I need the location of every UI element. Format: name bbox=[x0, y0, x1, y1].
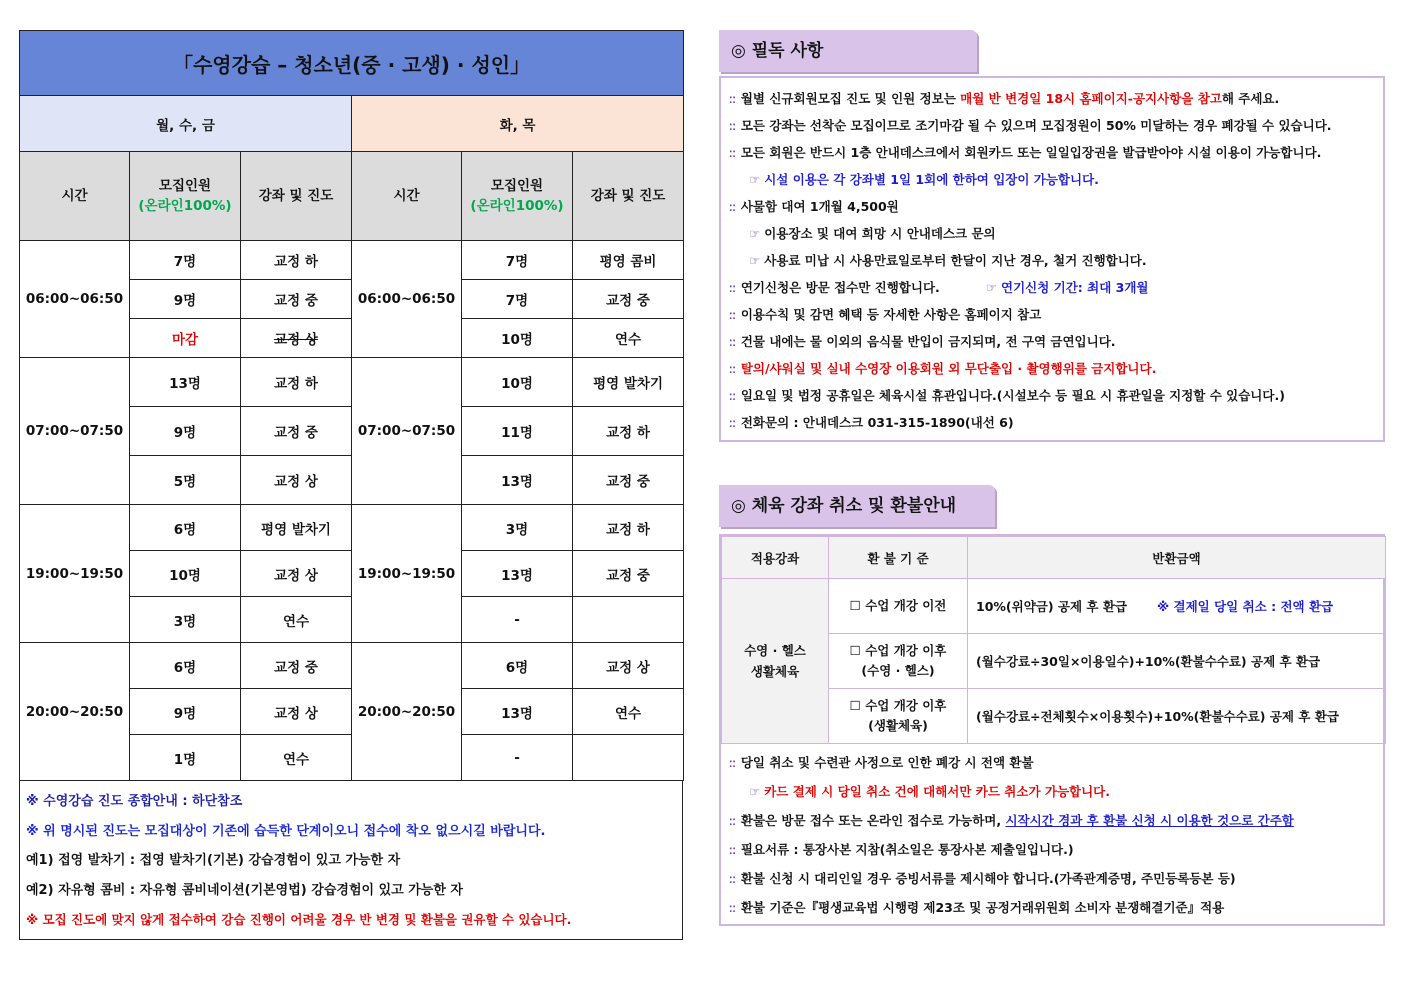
tt-count: 11명 bbox=[462, 407, 573, 456]
bullet-icon: ⁚⁚ bbox=[729, 393, 736, 403]
refund-note bbox=[729, 893, 1383, 922]
tt-course: 연수 bbox=[573, 689, 684, 735]
notice-text: 연기신청 기간: 최대 3개월 bbox=[1001, 280, 1149, 295]
notice-text: 이용수칙 및 감면 혜택 등 자세한 사항은 홈페이지 참고 bbox=[740, 307, 1042, 322]
refund-subnote bbox=[729, 777, 1383, 806]
notice-text-highlight: 매월 반 변경일 18시 홈페이지-공지사항을 참고 bbox=[960, 91, 1222, 106]
refund-note-text: 카드 결제 시 당일 취소 건에 대해서만 카드 취소가 가능합니다. bbox=[764, 784, 1111, 799]
group-tue-thu: 화, 목 bbox=[352, 96, 684, 152]
notice-text: 월별 신규회원모집 진도 및 인원 정보는 bbox=[740, 91, 961, 106]
mwf-time: 06:00~06:50 bbox=[20, 241, 130, 358]
note-line: ※ 위 명시된 진도는 모집대상이 기존에 습득한 단계이오니 접수에 착오 없으시길 바랍니다. bbox=[26, 823, 546, 839]
bullet-icon: ⁚⁚ bbox=[729, 339, 736, 349]
notice-item bbox=[729, 193, 1383, 220]
recruit-label: 모집인원 bbox=[490, 177, 544, 194]
tt-time: 07:00~07:50 bbox=[352, 358, 462, 505]
notice-item bbox=[729, 85, 1383, 112]
tt-time: 20:00~20:50 bbox=[352, 643, 462, 781]
tt-count: - bbox=[462, 735, 573, 781]
bullet-icon: ⁚⁚ bbox=[729, 876, 736, 886]
tt-course: 평영 발차기 bbox=[573, 358, 684, 407]
refund-note-text-underlined: 시작시간 경과 후 환불 신청 시 이용한 것으로 간주함 bbox=[1005, 813, 1294, 828]
mwf-course: 연수 bbox=[241, 735, 352, 781]
note-line-warning: ※ 모집 진도에 맞지 않게 접수하여 강습 진행이 어려울 경우 반 변경 및 환불을 권유할 수 있습니다. bbox=[26, 912, 572, 927]
mwf-course: 평영 발차기 bbox=[241, 505, 352, 551]
bullet-icon: ⁚⁚ bbox=[729, 366, 736, 376]
mwf-count: 5명 bbox=[130, 456, 241, 505]
mwf-count: 6명 bbox=[130, 643, 241, 689]
notice-box bbox=[719, 76, 1385, 442]
mwf-count: 6명 bbox=[130, 505, 241, 551]
notice-subitem bbox=[729, 220, 1383, 247]
note-line: 예1) 접영 발차기 : 접영 발차기(기본) 강습경험이 있고 가능한 자 bbox=[26, 853, 401, 868]
mwf-count: 13명 bbox=[130, 358, 241, 407]
notice-item bbox=[729, 139, 1383, 166]
mwf-course: 교정 하 bbox=[241, 241, 352, 280]
pointing-hand-icon: ☞ bbox=[749, 172, 761, 187]
tt-time: 06:00~06:50 bbox=[352, 241, 462, 358]
refund-note bbox=[729, 806, 1383, 835]
bullet-icon: ⁚⁚ bbox=[729, 420, 736, 430]
notice-text: 전화문의 : 안내데스크 031-315-1890(내선 6) bbox=[740, 415, 1014, 430]
refund-amount: (월수강료÷전체횟수×이용횟수)+10%(환불수수료) 공제 후 환급 bbox=[968, 689, 1386, 744]
mwf-course: 교정 중 bbox=[241, 643, 352, 689]
swim-schedule bbox=[19, 30, 683, 940]
mwf-count-closed: 마감 bbox=[130, 319, 241, 358]
tt-course: 교정 하 bbox=[573, 407, 684, 456]
notice-text: 일요일 및 법정 공휴일은 체육시설 휴관입니다.(시설보수 등 필요 시 휴관일을 지정할 수 있습니다.) bbox=[740, 388, 1285, 403]
tt-course: 교정 하 bbox=[573, 505, 684, 551]
bullet-icon: ⁚⁚ bbox=[729, 150, 736, 160]
mwf-course: 연수 bbox=[241, 597, 352, 643]
col-recruit-header bbox=[462, 152, 573, 241]
mwf-count: 10명 bbox=[130, 551, 241, 597]
bullet-icon: ⁚⁚ bbox=[729, 905, 736, 915]
tt-course: 교정 중 bbox=[573, 280, 684, 319]
recruit-label: 모집인원 bbox=[158, 177, 212, 194]
notice-text: 탈의/샤워실 및 실내 수영장 이용회원 외 무단출입 · 촬영행위를 금지합니다. bbox=[740, 361, 1157, 376]
col-course-header: 강좌 및 진도 bbox=[241, 152, 352, 241]
mwf-course: 교정 하 bbox=[241, 358, 352, 407]
refund-note bbox=[729, 864, 1383, 893]
notice-item bbox=[729, 409, 1383, 436]
refund-table bbox=[721, 536, 1386, 744]
refund-note-text: 환불 신청 시 대리인일 경우 증빙서류를 제시해야 합니다.(가족관계증명, 주민등록등본 등) bbox=[740, 871, 1236, 886]
mwf-course-closed: 교정 상 bbox=[241, 319, 352, 358]
pointing-hand-icon: ☞ bbox=[749, 784, 761, 799]
group-mon-wed-fri: 월, 수, 금 bbox=[20, 96, 352, 152]
mwf-count: 9명 bbox=[130, 689, 241, 735]
refund-header-course: 적용강좌 bbox=[722, 537, 829, 579]
notice-text: 모든 강좌는 선착순 모집이므로 조기마감 될 수 있으며 모집정원이 50% 미달하는 경우 폐강될 수 있습니다. bbox=[740, 118, 1332, 133]
notice-item bbox=[729, 112, 1383, 139]
mwf-count: 9명 bbox=[130, 280, 241, 319]
refund-standard: ☐ 수업 개강 이후 (수영 · 헬스) bbox=[829, 634, 968, 689]
schedule-table bbox=[19, 30, 684, 781]
notice-item bbox=[729, 355, 1383, 382]
tt-time: 19:00~19:50 bbox=[352, 505, 462, 643]
tt-course: 연수 bbox=[573, 319, 684, 358]
tt-count: 6명 bbox=[462, 643, 573, 689]
tt-count: 3명 bbox=[462, 505, 573, 551]
tt-course: 평영 콤비 bbox=[573, 241, 684, 280]
notice-item bbox=[729, 382, 1383, 409]
notice-text: 시설 이용은 각 강좌별 1일 1회에 한하여 입장이 가능합니다. bbox=[764, 172, 1099, 187]
col-time-header: 시간 bbox=[352, 152, 462, 241]
refund-box bbox=[719, 534, 1385, 926]
pointing-hand-icon: ☞ bbox=[985, 280, 997, 295]
mwf-course: 교정 상 bbox=[241, 456, 352, 505]
refund-note bbox=[729, 748, 1383, 777]
bullet-icon: ⁚⁚ bbox=[729, 312, 736, 322]
refund-note-text: 필요서류 : 통장사본 지참(취소일은 통장사본 제출일입니다.) bbox=[740, 842, 1074, 857]
col-time-header: 시간 bbox=[20, 152, 130, 241]
tt-course: 교정 중 bbox=[573, 456, 684, 505]
mwf-count: 9명 bbox=[130, 407, 241, 456]
notice-text: 연기신청은 방문 접수만 진행합니다. bbox=[740, 280, 940, 295]
refund-amount-note: ※ 결제일 당일 취소 : 전액 환급 bbox=[1157, 599, 1334, 614]
mwf-count: 1명 bbox=[130, 735, 241, 781]
bullet-icon: ⁚⁚ bbox=[729, 285, 736, 295]
refund-note-text: 당일 취소 및 수련관 사정으로 인한 폐강 시 전액 환불 bbox=[740, 755, 1034, 770]
tt-count: 7명 bbox=[462, 241, 573, 280]
notice-item bbox=[729, 301, 1383, 328]
tt-count: 13명 bbox=[462, 551, 573, 597]
notice-text: 건물 내에는 물 이외의 음식물 반입이 금지되며, 전 구역 금연입니다. bbox=[740, 334, 1116, 349]
bullet-icon: ⁚⁚ bbox=[729, 847, 736, 857]
notice-subitem bbox=[729, 166, 1383, 193]
bullet-icon: ⁚⁚ bbox=[729, 760, 736, 770]
tt-course: 교정 상 bbox=[573, 643, 684, 689]
bullet-icon: ⁚⁚ bbox=[729, 204, 736, 214]
tt-course bbox=[573, 735, 684, 781]
notice-text: 이용장소 및 대여 희망 시 안내데스크 문의 bbox=[764, 226, 996, 241]
refund-category: 수영 · 헬스 생활체육 bbox=[722, 579, 829, 744]
notice-text: 사물함 대여 1개월 4,500원 bbox=[740, 199, 899, 214]
bullet-icon: ⁚⁚ bbox=[729, 818, 736, 828]
refund-standard: ☐ 수업 개강 이후 (생활체육) bbox=[829, 689, 968, 744]
notice-text: 모든 회원은 반드시 1층 안내데스크에서 회원카드 또는 일일입장권을 발급받아야 시설 이용이 가능합니다. bbox=[740, 145, 1322, 160]
note-line: 예2) 자유형 콤비 : 자유형 콤비네이션(기본영법) 강습경험이 있고 가능한 자 bbox=[26, 882, 463, 898]
online-label: (온라인100%) bbox=[138, 198, 232, 214]
note-line: ※ 수영강습 진도 종합안내 : 하단참조 bbox=[26, 794, 243, 809]
refund-note bbox=[729, 835, 1383, 864]
tt-count: 7명 bbox=[462, 280, 573, 319]
notice-subitem bbox=[729, 247, 1383, 274]
mwf-time: 20:00~20:50 bbox=[20, 643, 130, 781]
mwf-course: 교정 중 bbox=[241, 407, 352, 456]
mwf-count: 3명 bbox=[130, 597, 241, 643]
mwf-time: 19:00~19:50 bbox=[20, 505, 130, 643]
bullet-icon: ⁚⁚ bbox=[729, 96, 736, 106]
tt-count: - bbox=[462, 597, 573, 643]
refund-header-standard: 환 불 기 준 bbox=[829, 537, 968, 579]
mwf-course: 교정 중 bbox=[241, 280, 352, 319]
refund-note-text: 환불 기준은『평생교육법 시행령 제23조 및 공정거래위원회 소비자 분쟁해결기준』적용 bbox=[740, 900, 1225, 915]
refund-notes bbox=[721, 744, 1383, 922]
tt-count: 10명 bbox=[462, 319, 573, 358]
schedule-notes bbox=[19, 781, 683, 940]
notice-text: 해 주세요. bbox=[1221, 91, 1280, 106]
mwf-count: 7명 bbox=[130, 241, 241, 280]
notice-item bbox=[729, 328, 1383, 355]
refund-title: ◎ 체육 강좌 취소 및 환불안내 bbox=[719, 485, 995, 527]
col-recruit-header bbox=[130, 152, 241, 241]
refund-amount: (월수강료÷30일×이용일수)+10%(환불수수료) 공제 후 환급 bbox=[968, 634, 1386, 689]
refund-note-text: 환불은 방문 접수 또는 온라인 접수로 가능하며, bbox=[740, 813, 1006, 828]
refund-amount bbox=[968, 579, 1386, 634]
mwf-time: 07:00~07:50 bbox=[20, 358, 130, 505]
mwf-course: 교정 상 bbox=[241, 689, 352, 735]
tt-count: 13명 bbox=[462, 689, 573, 735]
notice-text: 사용료 미납 시 사용만료일로부터 한달이 지난 경우, 철거 진행합니다. bbox=[764, 253, 1147, 268]
tt-course bbox=[573, 597, 684, 643]
tt-course: 교정 중 bbox=[573, 551, 684, 597]
notice-title: ◎ 필독 사항 bbox=[719, 30, 977, 72]
col-course-header: 강좌 및 진도 bbox=[573, 152, 684, 241]
online-label: (온라인100%) bbox=[470, 198, 564, 214]
refund-header-amount: 반환금액 bbox=[968, 537, 1386, 579]
pointing-hand-icon: ☞ bbox=[749, 226, 761, 241]
refund-amount-text: 10%(위약금) 공제 후 환급 bbox=[976, 599, 1128, 614]
tt-count: 13명 bbox=[462, 456, 573, 505]
pointing-hand-icon: ☞ bbox=[749, 253, 761, 268]
tt-count: 10명 bbox=[462, 358, 573, 407]
bullet-icon: ⁚⁚ bbox=[729, 123, 736, 133]
schedule-title: 「수영강습 – 청소년(중 · 고생) · 성인」 bbox=[20, 31, 684, 96]
notice-item bbox=[729, 274, 1383, 301]
mwf-course: 교정 상 bbox=[241, 551, 352, 597]
refund-standard: ☐ 수업 개강 이전 bbox=[829, 579, 968, 634]
